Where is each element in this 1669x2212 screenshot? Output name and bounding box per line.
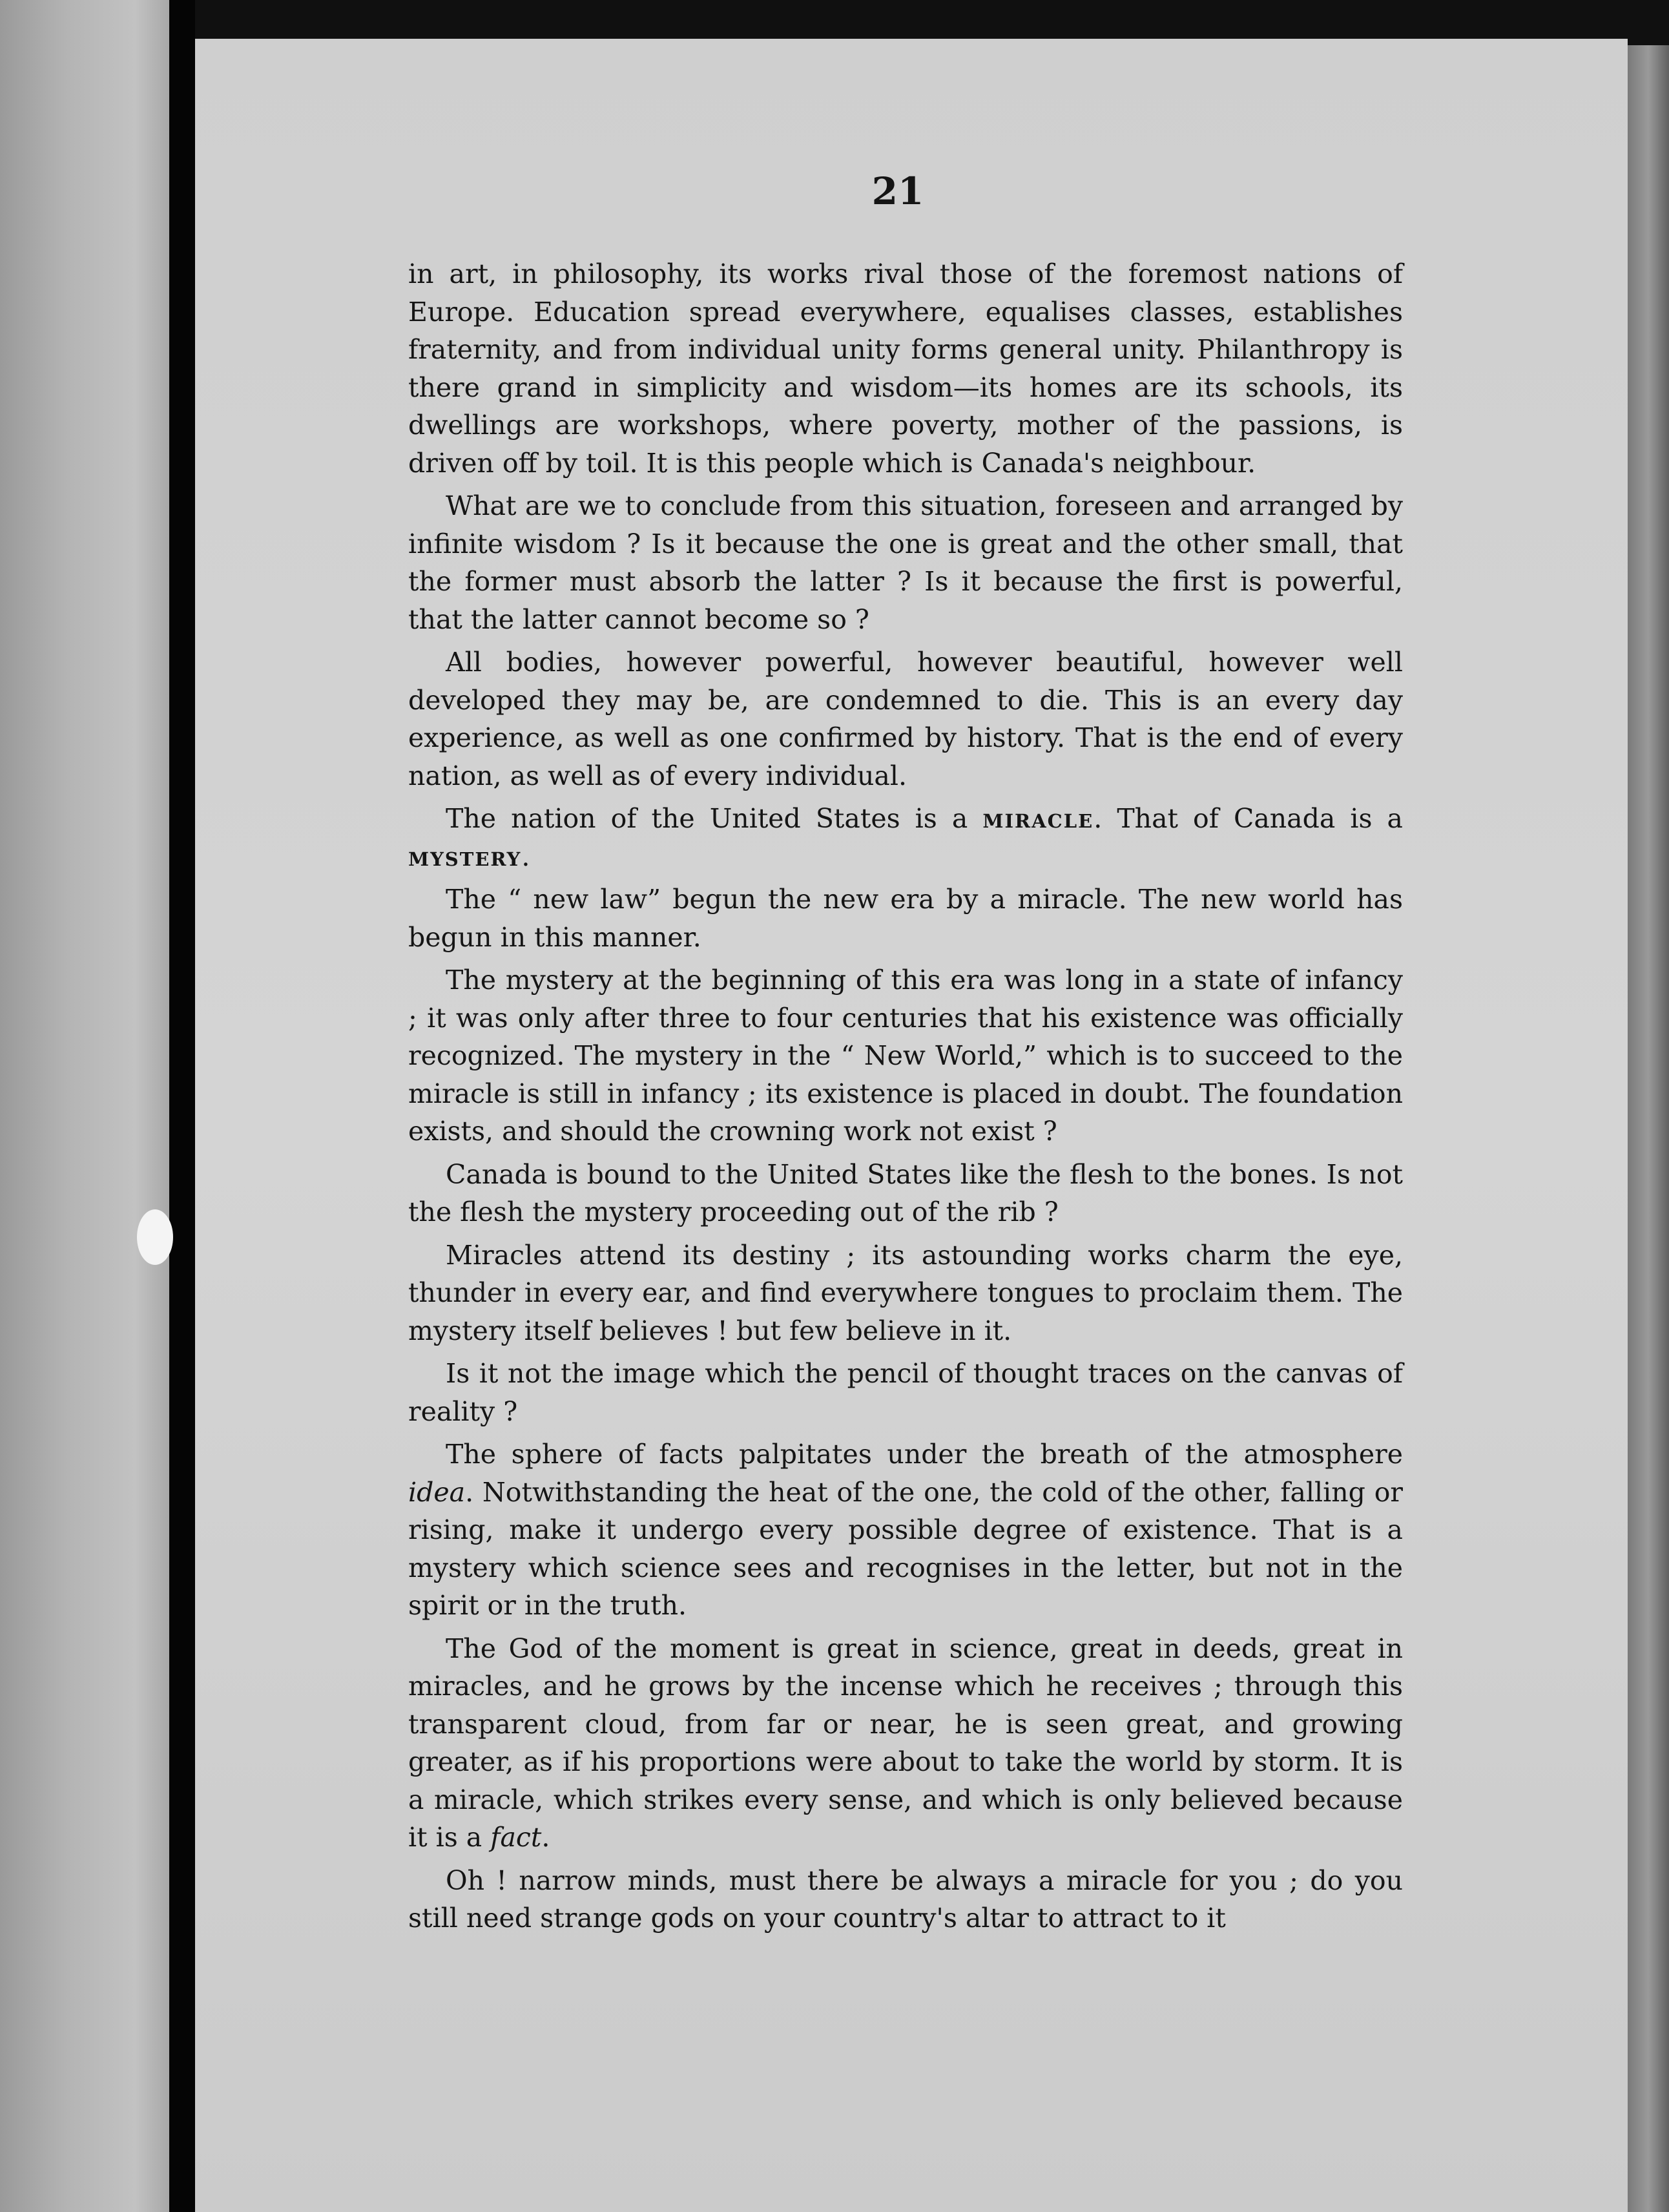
book-gutter: [169, 0, 195, 2212]
text-run: .: [521, 840, 530, 872]
text-run: . Notwithstanding the heat of the one, the cold of the other, falling or rising, make it undergo every possible degree of existence. That is a mystery which science sees and recognises in the letter, but not in the spirit or in the truth.: [408, 1476, 1403, 1621]
text-run: The God of the moment is great in science, great in deeds, great in miracles, and he grows by the incense which he receives ; through this transparent cloud, from far or near, he is seen great, and growing greater, as if his proportions were about to take the world by storm. It is a miracle, which strikes every sense, and which is only believed because it is a: [408, 1633, 1403, 1853]
text-run: . That of Canada is a: [1094, 803, 1403, 834]
text-run: The sphere of facts palpitates under the breath of the atmosphere: [446, 1439, 1403, 1470]
paragraph: What are we to conclude from this situation, foreseen and arranged by infinite wisdom ? Is it because the one is great and the other small, that the former must absorb the latter ? Is it because the first is powerful, that the latter cannot become so ?: [408, 490, 1403, 635]
page-number: 21: [871, 169, 924, 213]
paragraph: All bodies, however powerful, however beautiful, however well developed they may be, are condemned to die. This is an every day experience, as well as one confirmed by history. That is the end of every nation, as well as of every individual.: [408, 647, 1403, 791]
paragraph: Oh ! narrow minds, must there be always a miracle for you ; do you still need strange gods on your country's altar to attract to it: [408, 1864, 1403, 1934]
paper-blemish: [137, 1209, 173, 1265]
facing-page-edge: [0, 0, 169, 2212]
text-run: The nation of the United States is a: [446, 803, 983, 834]
paragraph: [408, 1630, 1403, 1857]
paragraph: in art, in philosophy, its works rival those of the foremost nations of Europe. Education spread everywhere, equalises classes, establishes fraternity, and from individual unity forms general unity. Philanthropy is there grand in simplicity and wisdom—its homes are its schools, its dwellings are workshops, where poverty, mother of the passions, is driven off by toil. It is this people which is Canada's neighbour.: [408, 258, 1403, 479]
paragraph: The “ new law” begun the new era by a miracle. The new world has begun in this manner.: [408, 884, 1403, 953]
paragraph: Is it not the image which the pencil of thought traces on the canvas of reality ?: [408, 1358, 1403, 1427]
emphasis-fact: fact: [490, 1822, 542, 1853]
paragraph: [408, 1435, 1403, 1625]
page-edge-shadow: [1628, 45, 1669, 2212]
paragraph: Canada is bound to the United States like the flesh to the bones. Is not the flesh the mystery proceeding out of the rib ?: [408, 1158, 1403, 1227]
text-run: .: [541, 1822, 550, 1853]
emphasis-idea: idea: [408, 1476, 466, 1508]
paragraph: [408, 800, 1403, 875]
paragraph: Miracles attend its destiny ; its astounding works charm the eye, thunder in every ear, and find everywhere tongues to proclaim them. The mystery itself believes ! but few believe in it.: [408, 1239, 1403, 1346]
emphasis-mystery: mystery: [408, 840, 522, 872]
paragraph: The mystery at the beginning of this era was long in a state of infancy ; it was only after three to four centuries that his existence was officially recognized. The mystery in the “ New World,” which is to succeed to the miracle is still in infancy ; its existence is placed in doubt. The foundation exists, and should the crowning work not exist ?: [408, 965, 1403, 1147]
emphasis-miracle: miracle: [982, 803, 1094, 834]
body-text: [408, 255, 1403, 1943]
